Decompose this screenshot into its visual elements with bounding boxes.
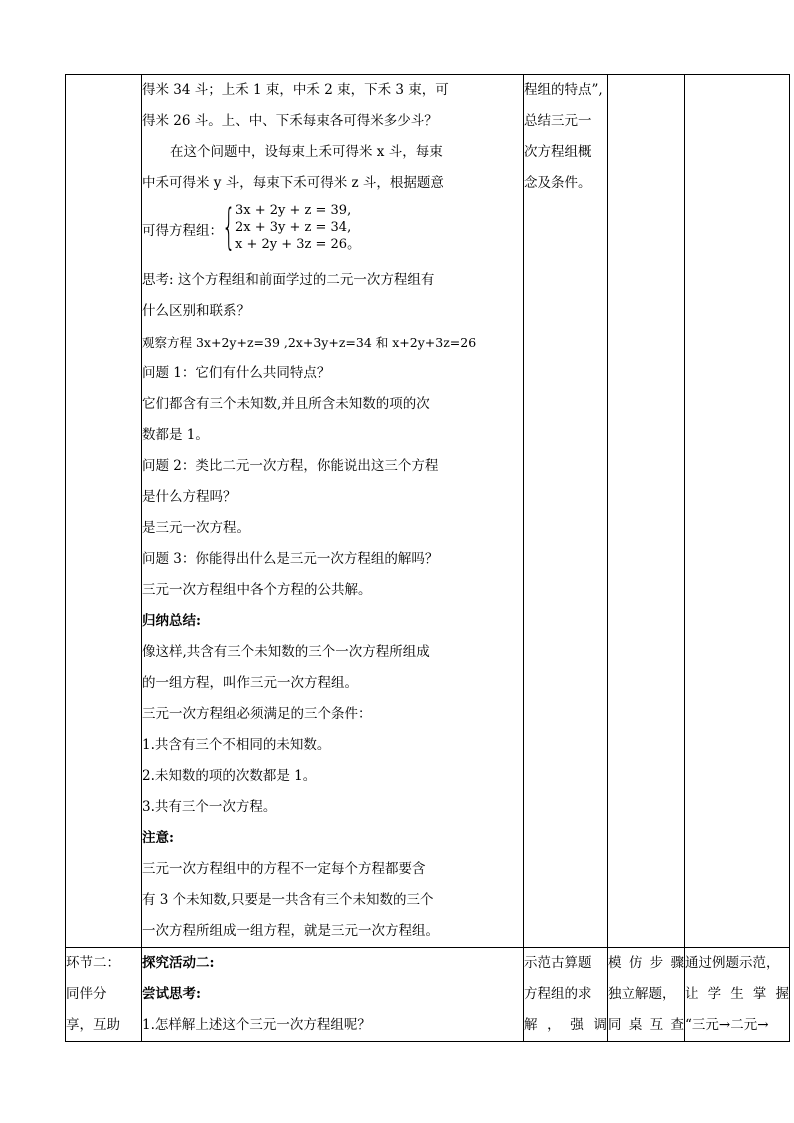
section-heading: 探究活动二: [142, 955, 215, 971]
list-item: 3.共有三个一次方程。 [142, 799, 277, 815]
text-line: 模仿步骤 [608, 955, 684, 971]
question: 问题 3：你能得出什么是三元一次方程组的解吗？ [142, 551, 439, 567]
table-row [66, 75, 790, 948]
text-line: 得米 26 斗。上、中、下禾每束各可得米多少斗？ [142, 113, 438, 129]
text-line: 同桌互查 [608, 1017, 684, 1033]
equation-system [142, 201, 523, 261]
design-intent-cell [685, 75, 790, 948]
text-line: 通过例题示范， [685, 955, 780, 971]
equation: 2x + 3y + z = 34, [235, 220, 352, 235]
lesson-plan-table [65, 74, 790, 1042]
equation-list [235, 202, 360, 253]
text-line: 像这样,共含有三个未知数的三个一次方程所组成 [142, 644, 430, 660]
left-brace: { [222, 199, 236, 255]
text-line: 程组的特点”, [524, 82, 603, 98]
text-line: 有 3 个未知数,只要是一共含有三个未知数的三个 [142, 892, 434, 908]
text-line: 让学生掌握 [685, 986, 789, 1002]
text-line: “三元→二元→ [685, 1017, 769, 1033]
text-line: 解，强调 [524, 1017, 607, 1033]
stage-cell [66, 75, 142, 948]
list-item: 2.未知数的项的次数都是 1。 [142, 768, 317, 784]
text-line: 的一组方程，叫作三元一次方程组。 [142, 675, 358, 691]
system-label: 可得方程组： [142, 223, 223, 239]
text-line: 念及条件。 [524, 175, 592, 191]
text-line: 得米 34 斗；上禾 1 束，中禾 2 束，下禾 3 束，可 [142, 82, 449, 98]
table-row [66, 948, 790, 1042]
answer: 它们都含有三个未知数,并且所含未知数的项的次 [142, 396, 430, 412]
question: 1.怎样解上述这个三元一次方程组呢？ [142, 1017, 371, 1033]
text-line: 次方程组概 [524, 144, 592, 160]
section-heading: 归纳总结: [142, 613, 201, 629]
stage-label: 同伴分 [66, 986, 107, 1002]
text-line: 方程组的求 [524, 986, 592, 1002]
equation: 3x + 2y + z = 39, [235, 203, 352, 218]
section-heading: 尝试思考: [142, 986, 201, 1002]
equation: x + 2y + 3z = 26。 [235, 237, 361, 252]
text-line: 思考: 这个方程组和前面学过的二元一次方程组有 [142, 272, 435, 288]
section-heading: 注意: [142, 830, 174, 846]
stage-label: 享，互助 [66, 1017, 120, 1033]
teacher-activity-cell [524, 948, 608, 1042]
activity-content-cell [142, 948, 524, 1042]
student-activity-cell [608, 75, 685, 948]
text-line: 观察方程 3x+2y+z=39 ,2x+3y+z=34 和 x+2y+3z=26 [142, 335, 477, 350]
answer: 是三元一次方程。 [142, 520, 250, 536]
question: 问题 2：类比二元一次方程，你能说出这三个方程 [142, 458, 439, 474]
text-line: 三元一次方程组必须满足的三个条件： [142, 706, 372, 722]
teacher-activity-cell [524, 75, 608, 948]
answer: 三元一次方程组中各个方程的公共解。 [142, 582, 372, 598]
question: 是什么方程吗？ [142, 489, 237, 505]
text-line: 三元一次方程组中的方程不一定每个方程都要含 [142, 861, 426, 877]
lesson-plan-document [65, 74, 789, 1042]
list-item: 1.共含有三个不相同的未知数。 [142, 737, 331, 753]
activity-content-cell [142, 75, 524, 948]
text-line: 一次方程所组成一组方程，就是三元一次方程组。 [142, 923, 439, 939]
text-line: 示范古算题 [524, 955, 592, 971]
text-line: 总结三元一 [524, 113, 592, 129]
stage-label: 环节二： [66, 955, 120, 971]
answer: 数都是 1。 [142, 427, 209, 443]
student-activity-cell [608, 948, 685, 1042]
text-line: 在这个问题中，设每束上禾可得米 x 斗，每束 [170, 144, 443, 160]
text-line: 什么区别和联系？ [142, 303, 250, 319]
text-line: 中禾可得米 y 斗，每束下禾可得米 z 斗，根据题意 [142, 175, 444, 191]
question: 问题 1：它们有什么共同特点？ [142, 365, 331, 381]
design-intent-cell [685, 948, 790, 1042]
text-line: 独立解题， [608, 986, 676, 1002]
stage-cell [66, 948, 142, 1042]
